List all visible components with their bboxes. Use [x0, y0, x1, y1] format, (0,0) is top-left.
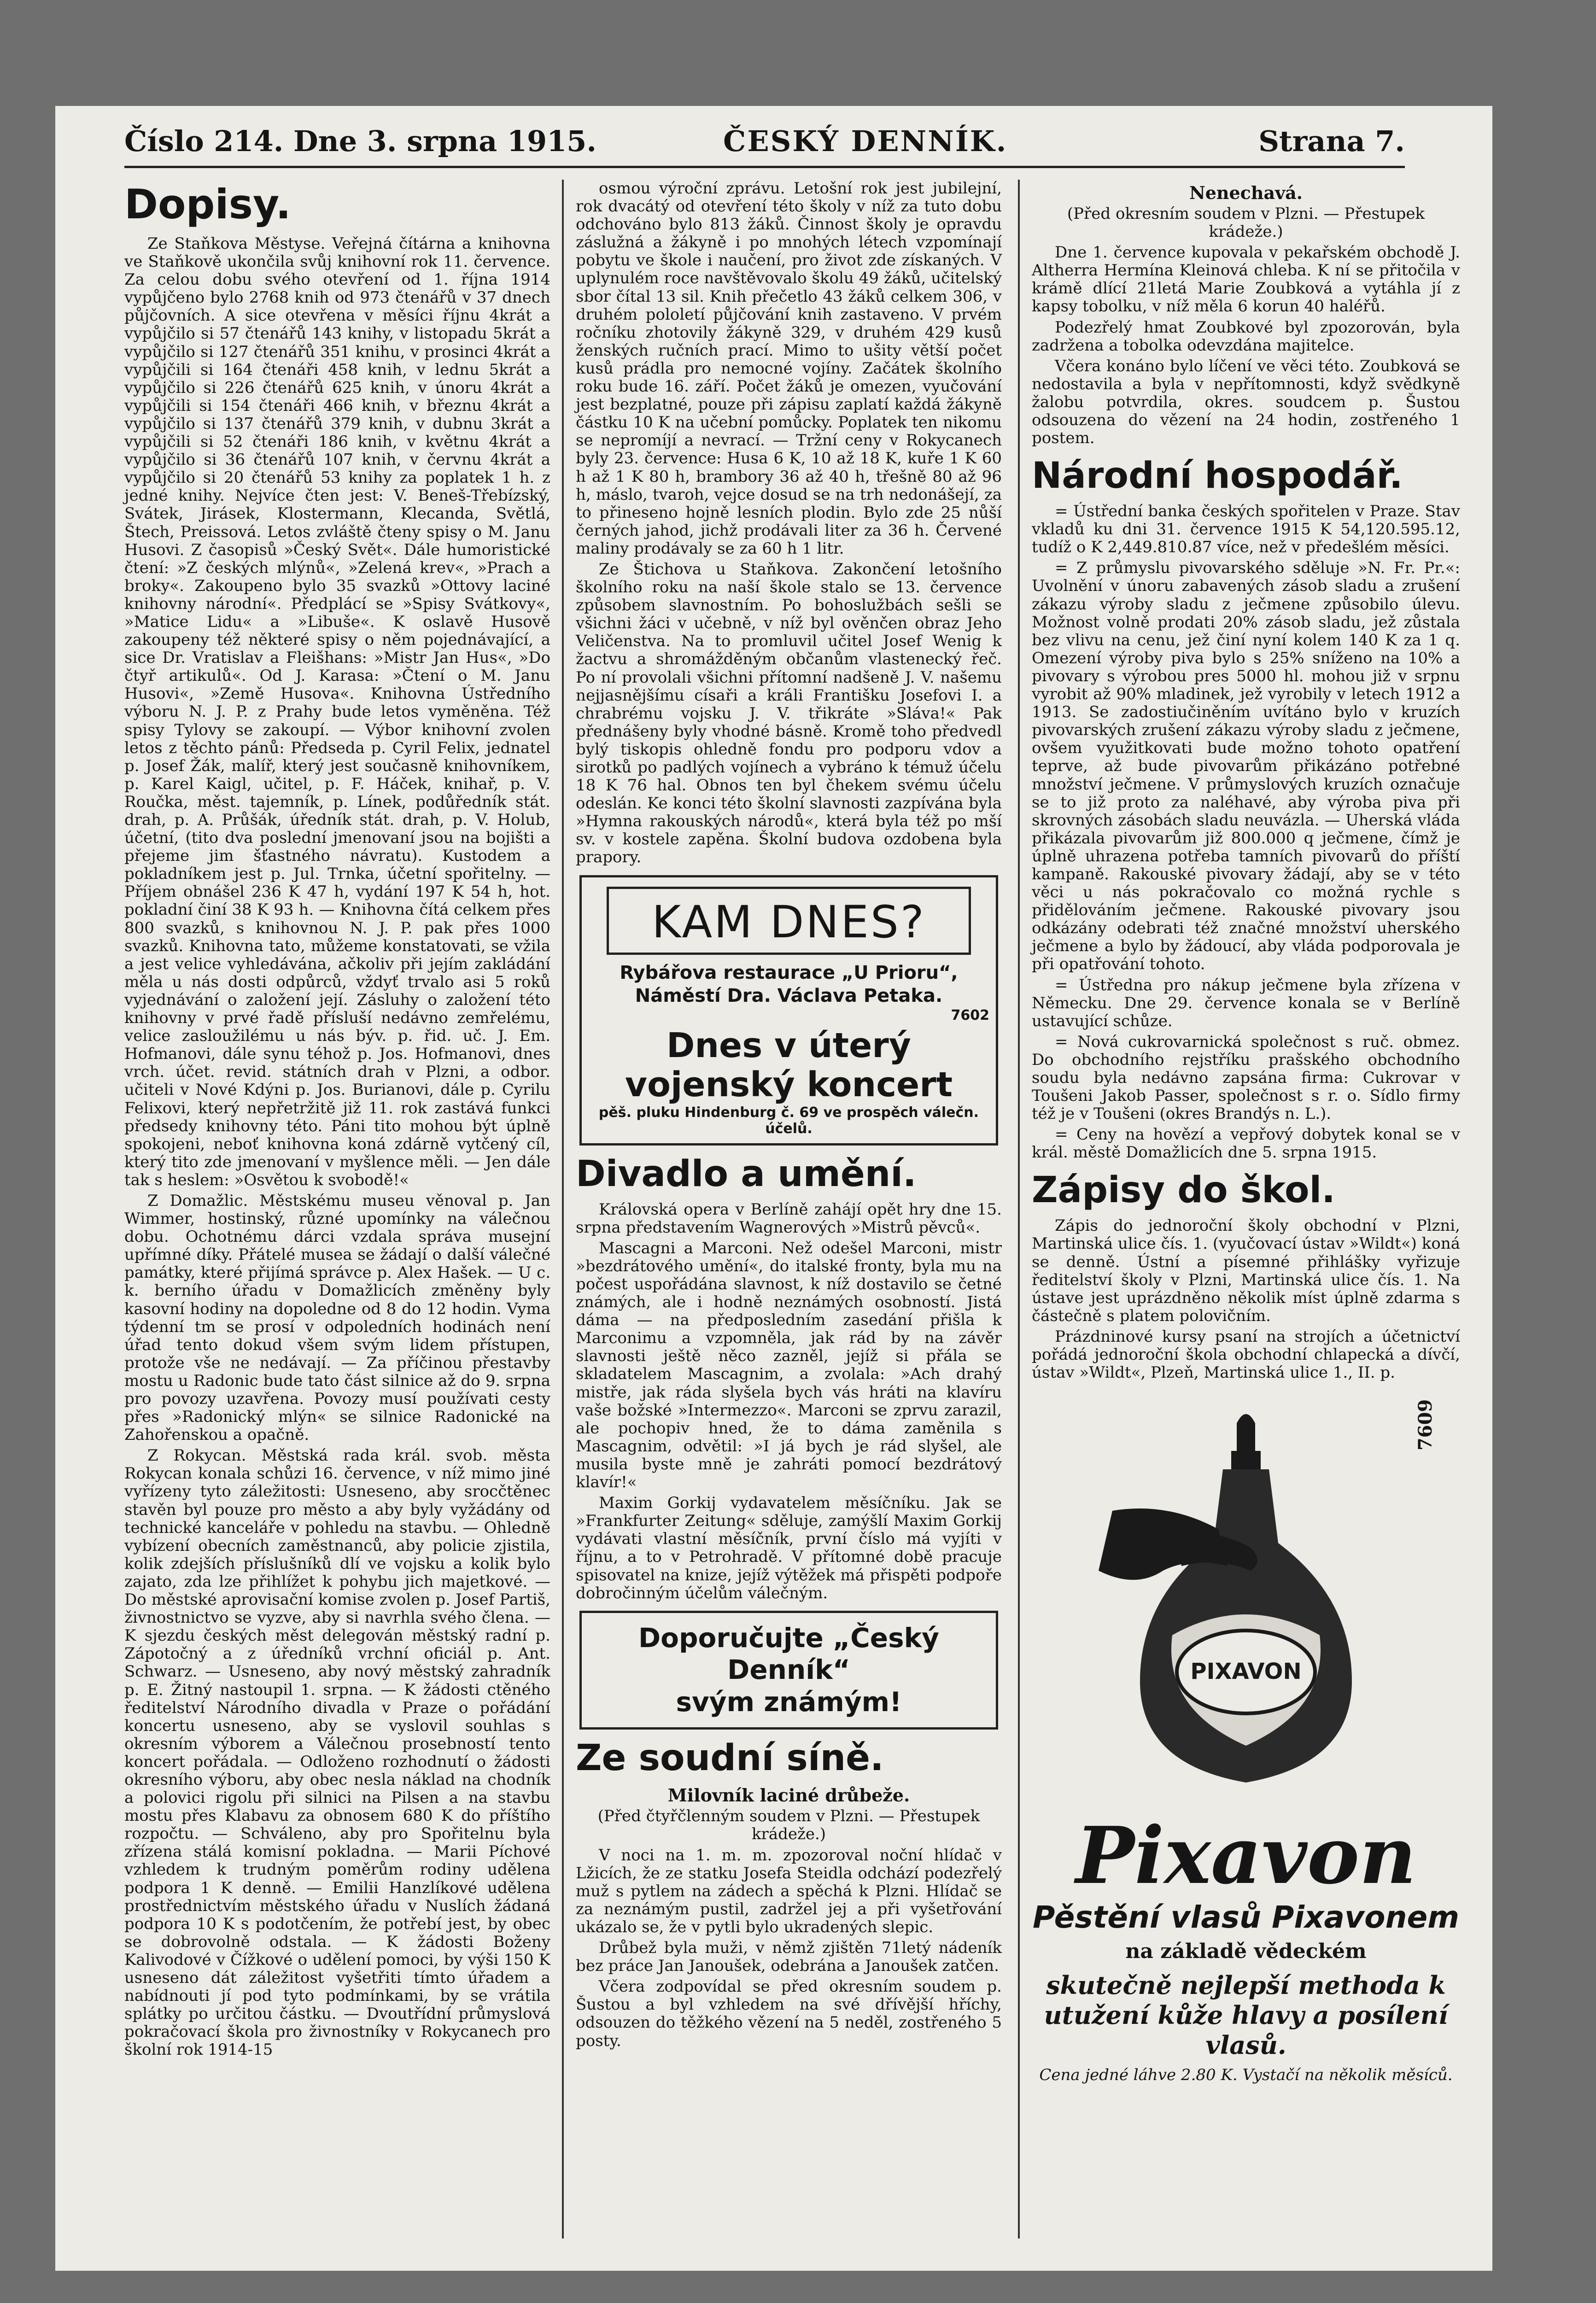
article-paragraph: Včera zodpovídal se před okresním soudem p. Šustou a byl vzhledem na své dřívější hříchy, odsouzen do těžkého vězení na 5 neděl, zostřeného 5 posty.: [576, 1977, 1002, 2050]
column-2: [576, 180, 1002, 2053]
concert-announcement: Dnes v úterý vojenský koncert: [625, 1025, 953, 1105]
article-paragraph: Ze Staňkova Městyse. Veřejná čítárna a knihovna ve Staňkově ukončila svůj knihovní rok 11. července. Za celou dobu svého otevření od 1. října 1914 vypůjčeno bylo 2768 knih od 973 čtenářů v 37 dnech půjčovních. A sice otevřena v měsíci říjnu 4krát a vypůjčilo si 57 čtenářů 143 knihy, v listopadu 5krát a vypůjčilo si 127 čtenářů 351 knihu, v prosinci 4krát a vypůjčili si 164 čtenáři 458 knih, v lednu 5krát a vypůjčilo si 226 čtenářů 625 knih, v únoru 4krát a vypůjčili si 154 čtenáři 466 knih, v březnu 4krát a vypůjčilo si 137 čtenářů 379 knih, v dubnu 3krát a vypůjčili si 52 čtenáři 186 knih, v květnu 4krát a vypůjčilo si 36 čtenářů 107 knih, v červnu 4krát a vypůjčilo si 20 čtenářů 53 knihy za poplatek 1 h. z jedné knihy. Nejvíce čten jest: V. Beneš-Třebízský, Svátek, Jirásek, Klostermann, Klecanda, Světlá, Štech, Preissová. Letos zvláště čteny spisy o M. Janu Husovi. Z časopisů »Český Svět«. Dále humoristické čtení: »Z českých mlýnů«, »Zelená krev«, »Prach a broky«. Zakoupeno bylo 35 svazků »Ottovy laciné knihovny národní«. Předplácí se »Spisy Svátkovy«, »Matice Lidu« a »Libuše«. K oslavě Husově zakoupeny též některé spisy o něm pojednávající, a sice Dr. Vratislav a Fleišhans: »Mistr Jan Hus«, »Do čtyř artikulů«. Od J. Karasa: »Čtení o M. Janu Husovi«, »Země Husova«. Knihovna Ústředního výboru N. J. P. z Prahy bude letos vyměněna. Též spisy Tylovy se zakoupí. — Výbor knihovní zvolen letos z těchto pánů: Předseda p. Cyril Felix, jednatel p. Josef Žák, malíř, který jest současně knihovníkem, p. Karel Kaigl, učitel, p. F. Háček, knihař, p. V. Roučka, měst. tajemník, p. Línek, podůředník stát. drah, p. A. Průšák, úředník stát. drah, p. V. Holub, účetní, (tito dva poslední jmenovaní jsou na bojišti a přejeme jim šťastného návratu). Kustodem a pokladníkem jest p. Jul. Trnka, účetní spořitelny. — Příjem obnášel 236 K 47 h, vydání 197 K 54 h, hot. pokladní činí 38 K 93 h. — Knihovna čítá celkem přes 800 svazků, s knihovnou N. J. P. pak přes 1000 svazků. Knihovna tato, můžeme konstatovati, se vžila a jest velice vyhledávána, ačkoliv při jejím zakládání měla u nás dosti odpůrců, vždyť trvalo asi 5 roků vyjednávání o založení její. Zásluhy o založení této knihovny v prvé řadě přísluší nedávno zemřelému, velice zasloužilému u nás býv. p. řid. uč. J. Em. Hofmanovi, dále synu téhož p. Jos. Hofmanovi, dnes vrch. účet. revid. státních drah v Plzni, a odbor. učiteli v Nové Kdýni p. Jos. Burianovi, dále p. Cyrilu Felixovi, který nepřetržitě již 11. rok zastává funkci předsedy knihovny této. Páni tito mohou být úplně spokojeni, neboť knihovna koná zdárně vytčený cíl, který tito zde jmenovaní v myšlence měli. — Jen dále tak s heslem: »Osvětou k svobodě!«: [124, 234, 550, 1189]
article-paragraph: Mascagni a Marconi. Než odešel Marconi, mistr »bezdrátového umění«, do italské fronty, byla mu na počest uspořádána slavnost, k níž dostavilo se četné známých, ale i hodně neznámých osobností. Jistá dáma — na předposledním zasedání přišla k Marconimu a vzpomněla, jak rád by na závěr slavnosti ještě něco zazněl, jejíž si přála se skladatelem Mascagnim, a zvolala: »Ach drahý mistře, jak ráda slyšela bych vás hráti na klavíru vaše božské »Intermezzo«. Marconi se zprvu zarazil, ale pochopiv hned, že to dáma zaměnila s Mascagnim, odvětil: »I já bych je rád slyšel, ale musila byste mně je zahráti pomocí bezdrátový klavír!«: [576, 1239, 1002, 1492]
recommend-line: svým známým!: [676, 1686, 902, 1718]
ad-number: 7609: [1414, 1399, 1436, 1451]
page-number: Strana 7.: [1258, 124, 1405, 158]
article-paragraph: Prázdninové kursy psaní na strojích a účetnictví pořádá jednoroční škola obchodní chlapecká a dívčí, ústav »Wildt«, Plzeň, Martinská ulice 1., II. p.: [1032, 1327, 1460, 1382]
restaurant-name: Rybářova restaurace „U Prioru“, Náměstí Dra. Václava Petaka.: [620, 962, 958, 1006]
ad-number: 7602: [951, 1007, 989, 1023]
column-rule: [1018, 180, 1020, 2239]
kam-dnes-heading: KAM DNES?: [607, 887, 971, 955]
column-1: [124, 180, 550, 2062]
article-paragraph: = Ústředna pro nákup ječmene byla zřízena v Německu. Dne 29. července konala se v Berlíně ustavující schůze.: [1032, 976, 1460, 1030]
article-paragraph: Královská opera v Berlíně zahájí opět hry dne 15. srpna představením Wagnerových »Mistrů pěvců«.: [576, 1200, 1002, 1237]
article-paragraph: Z Domažlic. Městskému museu věnoval p. Jan Wimmer, hostinský, různé upomínky na válečnou dobu. Ochotnému dárci vzdala správa musejní upřímné díky. Přátelé musea se žádají o další válečné památky, které přijímá správce p. Alex Hašek. — U c. k. berního úřadu v Domažlicích změněny byly kasovní hodiny na dopoledne od 8 do 12 hodin. Vyma týdenní tm se prosí v odpoledních hodinách není úřad tento dokud všem svým lidem přístupen, protože vše ne nedávají. — Za příčinou přestavby mostu u Radonic bude tato část silnice až do 9. srpna pro povozy uzavřena. Povozy musí používati cesty přes »Radonický mlýn« se silnice Radonické na Zahořenskou a opačně.: [124, 1191, 550, 1444]
kam-dnes-ad: [579, 875, 998, 1146]
article-subtitle: Milovník laciné drůbeže.: [667, 1785, 910, 1806]
column-rule: [562, 180, 564, 2239]
article-paragraph: Z Rokycan. Městská rada král. svob. města Rokycan konala schůzi 16. července, v níž mimo jiné vyřízeny tyto záležitosti: Usneseno, aby srocčtěnec stavěn byl pouze pro město a aby byly vyžádány od technické kanceláře v pohledu na stavbu. — Ohledně vybízení obecních zaměstnanců, aby policie zjistila, kolik zdejších příslušníků dlí ve vojsku a kolik bylo zajato, zda lze přihlížet k pohybu jich majetkové. — Do městské aprovisační komise zvolen p. Josef Partiš, živnostnictvo se vyzve, aby si navrhla svého člena. — K sjezdu českých měst delegován městský radní p. Zápotočný a z úředníků vrchní oficiál p. Ant. Schwarz. — Usneseno, aby nový městský zahradník p. E. Žitný nastoupil 1. srpna. — K žádosti ctěného ředitelství Národního divadla v Praze o pořádání koncertu usneseno, aby se vyslovil souhlas s okresním výborem a Válečnou prosebností tento koncert pořádala. — Odloženo rozhodnutí o žádosti okresního výboru, aby obec nesla náklad na chodník a polovici rigolu při silnici na Pilsen a na stavbu mostu přes Klabavu za obnosem 680 K do příštího rozpočtu. — Schváleno, aby pro Spořitelnu byla zřízena stálá komisní pokladna. — Marii Píchové vzhledem k trudným poměrům rodiny udělena podpora 1 K denně. — Emilii Hanzlíkové udělena prostřednictvím městského úřadu v Nuslích žádaná podpora 10 K s podotčením, že potřebí jest, by obec se dobrovolně odstala. — K žádosti Boženy Kalivodové v Čížkové o udělení pomoci, by výši 150 K usneseno dát záležitost vyšetřiti tímto úřadem a nabídnouti jí pod tyto podmínkami, by se vrátila splátky po určitou částku. — Dvoutřídní průmyslová pokračovací škola pro živnostníky v Rokycanech pro školní rok 1914-15: [124, 1446, 550, 2059]
article-paragraph: = Z průmyslu pivovarského sděluje »N. Fr. Pr.«: Uvolnění v únoru zabavených zásob sladu a zrušení zákazu výroby sladu z ječmene způsobilo úlevu. Možnost volně prodati 20% zásob sladu, jež zůstala bez vlivu na cenu, jež činí nyní kolem 140 K za 1 q. Omezení výroby piva bylo s 25% sníženo na 10% a pivovary s výrobou pres 5000 hl. mohou již v srpnu vyrobit až 90% mladinek, jež vyrobily v letech 1912 a 1913. Se zadostiučiněním uvítáno bylo v kruzích pivovarských zrušení zákazu výroby sladu z ječmene, ovšem využitkovati bude možno tohoto opatření teprve, až bude pivovarům přikázáno potřebné množství ječmene. V průmyslových kruzích označuje se to již proto za naléhavé, aby výroba piva při skrovných zásobách sladu neuvázla. — Uherská vláda přikázala pivovarům již 800.000 q ječmene, čímž je úplně uhrazena potřeba tamních pivovarů do příští kampaně. Rakouské pivovary žádají, aby se v této věci u nás pokračovalo co možná rychle s přidělováním ječmene. Rakouské pivovary jsou odkázány odebrati též značné množství uherského ječmene a bylo by žádoucí, aby vláda podporovala je při opatřování tohoto.: [1032, 559, 1460, 974]
issue-date: Číslo 214. Dne 3. srpna 1915.: [124, 124, 596, 158]
article-paragraph: osmou výroční zprávu. Letošní rok jest jubilejní, rok dvacátý od otevření této školy v níž za tuto dobu odchováno bylo 813 žáků. Činnost školy je opravdu záslužná a žákyně i po mnohých létech vzpomínají pobytu ve škole i naučení, pro život zde získaných. V uplynulém roce navštěvovalo školu 49 žáků, učitelský sbor čítal 13 sil. Knih přečetlo 43 žáků celkem 306, v druhém pololetí půjčování knih zastaveno. V prvém ročníku zhotovily žákyně 329, v druhém 429 kusů ženských ručních prací. Mimo to ušity větší počet kusů prádla pro nemocné vojíny. Začátek školního roku bude 16. září. Počet žáků je omezen, vyučování jest bezplatné, pouze při zápisu zaplatí každá žákyně částku 10 K na učební pomůcky. Poplatek ten nikomu se nepromíjí a nevrací. — Tržní ceny v Rokycanech byly 23. července: Husa 6 K, 10 až 18 K, kuře 1 K 60 h až 1 K 80 h, brambory 36 až 40 h, třešně 80 až 96 h, máslo, tvaroh, vejce dosud se na trh nedonášejí, za to přineseno hojně lesních plodin. Bylo zde 25 nůší černých jahod, jichž prodávali liter za 36 h. Červené maliny prodávaly se za 60 h 1 litr.: [576, 179, 1002, 558]
article-paragraph: Ze Štichova u Staňkova. Zakončení letošního školního roku na naší škole stalo se 13. července způsobem slavnostním. Po bohoslužbách sešli se všichni žáci v učebně, v níž byl ověnčen obraz Jeho Veličenstva. Na to promluvil učitel Josef Wenig k žactvu a shromážděným občanům vlastenecký řeč. Po ní provolali všichni přítomní nadšeně J. V. našemu nejjasnějšímu císaři a králi Františku Josefovi I. a chrabrému vojsku J. V. třikráte »Sláva!« Pak přednášeny byly vhodné básně. Kromě toho předvedl bylý tiskopis ohledně fondu pro podporu vdov a sirotků po padlých vojínech a vybráno k témuž účelu 18 K 76 hal. Obnos ten byl čhekem svému účelu odeslán. Ke konci této školní slavnosti zazpívána byla »Hymna rakouských národů«, která byla též po mší sv. v kostele zapěna. Školní budova ozdobena byla prapory.: [576, 560, 1002, 867]
article-paragraph: Maxim Gorkij vydavatelem měsíčníku. Jak se »Frankfurter Zeitung« sděluje, zamýšlí Maxim Gorkij vydávati vlastní měsíčník, první číslo má vyjíti v říjnu, a to v Petrohradě. V přítomné době pracuje spisovatel na knize, jejíž výtěžek má přispěti podpoře dobročinným účelům válečným.: [576, 1494, 1002, 1602]
hand-holding-bottle-illustration: [1085, 1396, 1407, 1810]
article-paragraph: = Nová cukrovarnická společnost s ruč. obmez. Do obchodního rejstříku prašského obchodního soudu byla nedávno zapsána firma: Cukrovar v Toušeni Jakob Passer, společnost s r. o. Sídlo firmy též je v Toušeni (okres Brandýs n. L.).: [1032, 1032, 1460, 1123]
section-title-hospodar: Národní hospodář.: [1032, 455, 1403, 497]
page-header: [124, 124, 1405, 168]
article-paragraph: = Ceny na hovězí a vepřový dobytek konal se v král. městě Domažlicích dne 5. srpna 1915.: [1032, 1125, 1460, 1162]
newspaper-title: ČESKÝ DENNÍK.: [723, 124, 1008, 158]
article-paragraph: (Před okresním soudem v Plzni. — Přestupek krádeže.): [1067, 205, 1425, 241]
pixavon-price: Cena jedné láhve 2.80 K. Vystačí na několik měsíců.: [1039, 2065, 1453, 2084]
bottle-label: PIXAVON: [1190, 1659, 1302, 1685]
article-paragraph: Podezřelý hmat Zoubkové byl zpozorován, byla zadržena a tobolka odevzdána majitelce.: [1032, 318, 1460, 355]
article-subtitle: Nenechavá.: [1189, 182, 1303, 203]
article-paragraph: (Před čtyřčlenným soudem v Plzni. — Přestupek krádeže.): [597, 1807, 980, 1844]
article-paragraph: Drůbež byla muži, v němž zjištěn 71letý nádeník bez práce Jan Janoušek, odebrána a Janoušek zatčen.: [576, 1939, 1002, 1976]
section-title-zapisy: Zápisy do škol.: [1032, 1169, 1335, 1211]
article-paragraph: V noci na 1. m. m. zpozoroval noční hlídač v Lžicích, že ze statku Josefa Steidla odchází podezřelý muž s pytlem na zádech a spěchá k Plzni. Hlídač se za neznámým pustil, zadržel jej a při vyšetřování ukázalo se, že v pytli bylo ukradených slepic.: [576, 1846, 1002, 1936]
article-paragraph: Dne 1. července kupovala v pekařském obchodě J. Altherra Hermína Kleinová chleba. K ní se přitočila v krámě dlící 21letá Marie Zoubková a vytáhla jí z kapsy tobolku, v níž měla 6 korun 40 haléřů.: [1032, 243, 1460, 316]
article-paragraph: = Ústřední banka českých spořitelen v Praze. Stav vkladů ku dni 31. července 1915 K 54,120.595.12, tudíž o K 2,449.810.87 více, než v předešlém měsíci.: [1032, 502, 1460, 557]
recommend-box: [579, 1611, 998, 1730]
article-paragraph: Zápis do jednoroční školy obchodní v Plzni, Martinská ulice čís. 1. (vyučovací ústav »Wildt«) koná se denně. Ústní a písemné přihlášky vyřizuje ředitelství školy v Plzni, Martinská ulice čís. 1. Na ústave jest uprázdněno několik míst úplně zdarma s částečně s platem polovičním.: [1032, 1216, 1460, 1325]
newspaper-page: [55, 106, 1492, 2271]
pixavon-ad: [1032, 1396, 1460, 2084]
section-title-divadlo: Divadlo a umění.: [576, 1153, 917, 1195]
pixavon-brand: Pixavon: [1076, 1810, 1416, 1902]
recommend-line: Doporučujte „Český Denník“: [638, 1622, 939, 1686]
pixavon-claim: skutečně nejlepší methoda k utužení kůže hlavy a posílení vlasů.: [1044, 1970, 1448, 2060]
section-title-soudni: Ze soudní síně.: [576, 1737, 884, 1779]
pixavon-tagline: na základě vědeckém: [1125, 1940, 1367, 1964]
concert-detail: pěš. pluku Hindenburg č. 69 ve prospěch válečn. účelů.: [598, 1104, 979, 1137]
pixavon-tagline: Pěstění vlasů Pixavonem: [1033, 1900, 1459, 1935]
article-paragraph: Včera konáno bylo líčení ve věci této. Zoubková se nedostavila a byla v nepřítomnosti, když svědkyně žalobu potvrdila, okres. soudcem p. Šustou odsouzena do vězení na 24 hodin, zostřeného 1 postem.: [1032, 357, 1460, 448]
section-title-dopisy: Dopisy.: [124, 181, 291, 228]
column-3: [1032, 180, 1460, 2084]
